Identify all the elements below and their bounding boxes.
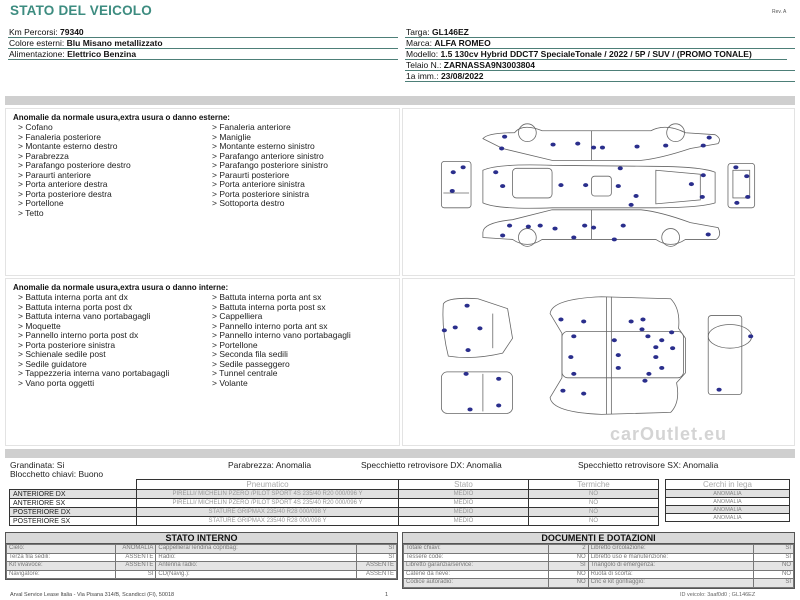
interior-state-title: STATO INTERNO [6, 533, 397, 544]
km-value: 79340 [60, 27, 84, 37]
check-label: Cric e kit gonfiaggio: [588, 579, 753, 588]
plate-value: GL146EZ [432, 27, 469, 37]
exterior-diagram [402, 108, 795, 276]
check-value: NO [548, 553, 588, 562]
tyre-position: POSTERIORE DX [10, 508, 137, 517]
damage-marker[interactable] [538, 224, 543, 228]
exterior-damage-item: > Cofano [18, 122, 53, 132]
interior-damage-item: > Battuta interna porta ant dx [18, 292, 128, 302]
check-label: Catene da neve: [404, 570, 549, 579]
damage-marker[interactable] [507, 224, 512, 228]
interior-state-box [5, 532, 398, 580]
check-label: Ruota di scorta: [588, 570, 753, 579]
check-value: ASSENTE [116, 562, 156, 571]
damage-marker[interactable] [450, 189, 455, 193]
damage-marker[interactable] [583, 183, 588, 187]
check-value: ANOMALIA [116, 545, 156, 554]
damage-marker[interactable] [701, 144, 706, 148]
damage-marker[interactable] [571, 334, 576, 338]
damage-marker[interactable] [616, 366, 621, 370]
check-row [404, 545, 794, 554]
fuel-row [8, 49, 398, 60]
check-row [7, 545, 397, 554]
mirror-dx-status: Specchietto retrovisore DX: Anomalia [361, 460, 502, 470]
car-side-right-outline [483, 210, 720, 247]
check-value: 2 [548, 545, 588, 554]
check-value: NO [754, 562, 794, 571]
interior-diagram [402, 278, 795, 446]
damage-marker[interactable] [670, 346, 675, 350]
key-block-status: Blocchetto chiavi: Buono [10, 469, 104, 479]
check-value: SI [754, 545, 794, 554]
damage-marker[interactable] [701, 173, 706, 177]
check-value: ASSENTE [357, 562, 397, 571]
damage-marker[interactable] [496, 377, 501, 381]
tyre-row [10, 508, 659, 517]
interior-damage-item: > Cappelliera [212, 311, 263, 321]
tyres-table [9, 479, 659, 526]
damage-marker[interactable] [581, 320, 586, 324]
check-label: Antenna radio: [156, 562, 357, 571]
documents-box [402, 532, 795, 589]
car-rear-outline [728, 163, 755, 207]
tyre-winter: NO [529, 517, 659, 526]
interior-damage-item: > Battuta interna vano portabagagli [18, 311, 151, 321]
vehicle-info-right [405, 27, 795, 82]
rim-row [666, 498, 790, 506]
section-divider-2 [5, 449, 795, 458]
tyre-state: MEDIO [399, 517, 529, 526]
damage-marker[interactable] [633, 194, 638, 198]
interior-damage-item: > Porta posteriore sinistra [18, 339, 116, 350]
rim-state: ANOMALIA [666, 490, 790, 498]
interior-damage-item: > Battuta interna porta post dx [18, 301, 133, 312]
damage-marker[interactable] [461, 165, 466, 169]
color-label: Colore esterni: [9, 38, 67, 48]
damage-marker[interactable] [639, 327, 644, 331]
damage-marker[interactable] [464, 372, 469, 376]
tyre-state: MEDIO [399, 490, 529, 499]
damage-marker[interactable] [571, 372, 576, 376]
damage-marker[interactable] [500, 184, 505, 188]
check-value: SI [116, 570, 156, 579]
check-label: Radio: [156, 553, 357, 562]
rim-state: ANOMALIA [666, 514, 790, 522]
registration-label: 1a imm.: [406, 71, 441, 81]
damage-marker[interactable] [612, 338, 617, 342]
tyre-position: ANTERIORE SX [10, 499, 137, 508]
damage-marker[interactable] [453, 325, 458, 329]
damage-marker[interactable] [640, 318, 645, 322]
model-label: Modello: [406, 49, 441, 59]
check-row [404, 570, 794, 579]
interior-damage-item: > Schienale sedile post [18, 349, 106, 359]
damage-marker[interactable] [500, 234, 505, 238]
damage-marker[interactable] [734, 201, 739, 205]
dashboard-outline [708, 316, 751, 395]
check-value: SI [357, 553, 397, 562]
mirror-sx-status: Specchietto retrovisore SX: Anomalia [578, 460, 719, 470]
exterior-col-2 [212, 123, 328, 218]
interior-damage-item: > Vano porta oggetti [18, 377, 95, 388]
damage-marker[interactable] [550, 143, 555, 147]
interior-col-2 [212, 293, 351, 388]
damage-marker[interactable] [653, 345, 658, 349]
check-value: ASSENTE [116, 553, 156, 562]
rim-state: ANOMALIA [666, 506, 790, 514]
damage-marker[interactable] [629, 320, 634, 324]
check-label: Tessere code: [404, 553, 549, 562]
exterior-damage-item: > Tetto [18, 207, 44, 218]
hail-status: Grandinata: Si [10, 460, 65, 470]
check-row [7, 562, 397, 571]
model-value: 1.5 130cv Hybrid DDCT7 SpecialeTonale / 2022 / 5P / SUV / (PROMO TONALE) [440, 49, 752, 59]
exterior-damage-item: > Montante esterno sinistro [212, 141, 315, 151]
check-row [404, 579, 794, 588]
interior-damage-item: > Pannello interno vano portabagagli [212, 330, 351, 340]
damage-marker[interactable] [659, 338, 664, 342]
damage-marker[interactable] [600, 146, 605, 150]
interior-damage-item: > Tappezzeria interna vano portabagagli [18, 368, 170, 378]
damage-marker[interactable] [669, 330, 674, 334]
exterior-damage-item: > Porta anteriore sinistra [212, 179, 305, 189]
exterior-damage-item: > Montante esterno destro [18, 141, 118, 151]
check-label: Libretto garanzia/service: [404, 562, 549, 571]
interior-damage-item: > Sedile guidatore [18, 358, 87, 369]
vin-row [405, 60, 795, 71]
vin-label: Telaio N.: [406, 60, 444, 70]
header-pneumatico: Pneumatico [137, 480, 399, 490]
damage-marker[interactable] [467, 407, 472, 411]
check-value: NO [548, 579, 588, 588]
exterior-damage-item: > Parafango posteriore sinistro [212, 160, 328, 170]
plate-label: Targa: [406, 27, 432, 37]
check-label: Codice autoradio: [404, 579, 549, 588]
exterior-damage-item: > Parafango posteriore destro [18, 160, 131, 170]
exterior-damage-item: > Parabrezza [18, 150, 69, 161]
check-value: SI [754, 579, 794, 588]
damage-marker[interactable] [642, 379, 647, 383]
check-label: Terza fila sedili: [7, 553, 116, 562]
exterior-damage-item: > Paraurti posteriore [212, 169, 290, 180]
check-row [404, 553, 794, 562]
exterior-damage-item: > Sottoporta destro [212, 198, 285, 208]
check-label: CD(Navig.): [156, 570, 357, 579]
rim-row [666, 506, 790, 514]
check-value: ASSENTE [357, 570, 397, 579]
color-row [8, 38, 398, 49]
damage-marker[interactable] [717, 388, 722, 392]
exterior-damage-item: > Paraurti anteriore [18, 169, 91, 180]
damage-marker[interactable] [558, 183, 563, 187]
registration-value: 23/08/2022 [440, 71, 484, 81]
damage-marker[interactable] [493, 170, 498, 174]
exterior-damage-item: > Fanaleria posteriore [18, 131, 101, 142]
tyre-winter: NO [529, 508, 659, 517]
exterior-damage-item: > Porta anteriore destra [18, 179, 108, 189]
exterior-damage-list [5, 108, 400, 276]
exterior-damage-item: > Fanaleria anteriore [212, 122, 291, 132]
damage-marker[interactable] [552, 227, 557, 231]
damage-marker[interactable] [465, 348, 470, 352]
damage-marker[interactable] [653, 355, 658, 359]
damage-marker[interactable] [558, 318, 563, 322]
tyre-model: STATURE GRIPMAX 235/40 R28 000/098 Y [137, 517, 399, 526]
check-value: NO [754, 570, 794, 579]
rims-table [665, 479, 790, 522]
tyre-state: MEDIO [399, 508, 529, 517]
header-termiche: Termiche [529, 480, 659, 490]
damage-marker[interactable] [496, 404, 501, 408]
damage-marker[interactable] [581, 392, 586, 396]
damage-marker[interactable] [748, 334, 753, 338]
documents-title: DOCUMENTI E DOTAZIONI [403, 533, 794, 544]
damage-marker[interactable] [706, 233, 711, 237]
interior-damage-item: > Moquette [18, 320, 61, 331]
exterior-damage-item: > Maniglie [212, 131, 251, 142]
footer-address: Arval Service Lease Italia - Via Pisana 314/B, Scandicci (FI), 50018 [10, 592, 175, 598]
km-label: Km Percorsi: [9, 27, 61, 37]
check-value: NO [548, 570, 588, 579]
brand-row [405, 38, 795, 49]
check-value: SI [754, 553, 794, 562]
damage-marker[interactable] [560, 389, 565, 393]
damage-marker[interactable] [634, 145, 639, 149]
damage-marker[interactable] [618, 166, 623, 170]
car-top-outline [483, 165, 715, 208]
revision-label: Rev. A [772, 9, 787, 15]
damage-marker[interactable] [616, 353, 621, 357]
vehicle-info-left [8, 27, 398, 60]
model-row [405, 49, 787, 60]
plate-row [405, 27, 795, 38]
check-label: Totale chiavi: [404, 545, 549, 554]
check-row [7, 570, 397, 579]
damage-marker[interactable] [745, 195, 750, 199]
damage-marker[interactable] [700, 195, 705, 199]
rim-row [666, 514, 790, 522]
damage-marker[interactable] [575, 142, 580, 146]
damage-marker[interactable] [707, 136, 712, 140]
km-row [8, 27, 398, 38]
tyre-winter: NO [529, 490, 659, 499]
exterior-damage-item: > Parafango anteriore sinistro [212, 150, 324, 161]
check-row [404, 562, 794, 571]
interior-damage-item: > Pannello interno porta post dx [18, 330, 139, 340]
fuel-label: Alimentazione: [9, 49, 68, 59]
damage-marker[interactable] [645, 334, 650, 338]
watermark-logo: carOutlet.eu [610, 424, 728, 444]
damage-marker[interactable] [442, 328, 447, 332]
check-label: Navigatore: [7, 570, 116, 579]
interior-damage-list [5, 278, 400, 446]
tyre-state: MEDIO [399, 499, 529, 508]
exterior-car-diagram [403, 109, 796, 277]
interior-damage-item: > Battuta interna porta ant sx [212, 292, 322, 302]
check-label: Libretto uso e manutenzione: [588, 553, 753, 562]
exterior-title: Anomalie da normale usura,extra usura o danno esterne: [13, 113, 230, 122]
damage-marker[interactable] [502, 135, 507, 139]
damage-marker[interactable] [582, 224, 587, 228]
check-label: Cappelliera/Tendina copribag: [156, 545, 357, 554]
interior-damage-item: > Pannello interno porta ant sx [212, 320, 328, 331]
damage-marker[interactable] [568, 355, 573, 359]
interior-damage-item: > Battuta interna porta post sx [212, 301, 326, 312]
header-stato: Stato [399, 480, 529, 490]
damage-marker[interactable] [591, 146, 596, 150]
rim-row [666, 490, 790, 498]
tyre-row [10, 517, 659, 526]
document-id: ID veicolo: 3aaf0d0 ; GL146EZ [680, 592, 756, 598]
check-label: Kit vivavoce: [7, 562, 116, 571]
damage-marker[interactable] [689, 182, 694, 186]
car-side-left-outline [483, 124, 720, 161]
damage-marker[interactable] [744, 174, 749, 178]
tyre-model: PIRELLI/ MICHELIN PZERO /PILOT SPORT 4S 235/40 R20 000/096 Y [137, 499, 399, 508]
damage-marker[interactable] [616, 184, 621, 188]
damage-marker[interactable] [591, 226, 596, 230]
check-label: Cielo: [7, 545, 116, 554]
tyre-position: POSTERIORE SX [10, 517, 137, 526]
damage-marker[interactable] [663, 144, 668, 148]
rim-state: ANOMALIA [666, 498, 790, 506]
damage-marker[interactable] [571, 235, 576, 239]
vin-value: ZARNASSA9N3003804 [443, 60, 535, 70]
header-cerchi: Cerchi in lega [666, 480, 790, 490]
damage-marker[interactable] [499, 147, 504, 151]
tyre-row [10, 490, 659, 499]
interior-damage-item: > Sedile passeggero [212, 358, 290, 369]
tyre-row [10, 499, 659, 508]
damage-marker[interactable] [629, 203, 634, 207]
damage-marker[interactable] [733, 165, 738, 169]
trunk-outline [441, 372, 512, 414]
damage-marker[interactable] [526, 225, 531, 229]
color-value: Blu Misano metallizzato [66, 38, 163, 48]
tyres-header [10, 480, 659, 490]
exterior-damage-item: > Porta posteriore sinistra [212, 188, 310, 199]
damage-marker[interactable] [621, 224, 626, 228]
page-title: STATO DEL VEICOLO [10, 3, 152, 18]
interior-title: Anomalie da normale usura,extra usura o danno interne: [13, 283, 229, 292]
check-value: SI [548, 562, 588, 571]
tyre-model: STATURE GRIPMAX 235/40 R28 000/098 Y [137, 508, 399, 517]
exterior-damage-item: > Porta posteriore destra [18, 188, 112, 199]
tyre-model: PIRELLI/ MICHELIN PZERO /PILOT SPORT 4S 235/40 R20 000/096 Y [137, 490, 399, 499]
check-label: Triangolo di emergenza: [588, 562, 753, 571]
check-label: Libretto circolazione: [588, 545, 753, 554]
damage-marker[interactable] [465, 304, 470, 308]
check-row [7, 553, 397, 562]
interior-car-diagram [403, 279, 796, 447]
interior-damage-item: > Volante [212, 377, 248, 388]
car-front-outline [441, 161, 471, 207]
damage-marker[interactable] [451, 170, 456, 174]
registration-row [405, 71, 795, 82]
interior-damage-item: > Tunnel centrale [212, 368, 278, 378]
brand-value: ALFA ROMEO [434, 38, 491, 48]
page-number: 1 [385, 592, 389, 598]
tyre-winter: NO [529, 499, 659, 508]
interior-damage-item: > Seconda fila sedili [212, 349, 288, 359]
tyre-position: ANTERIORE DX [10, 490, 137, 499]
windshield-status: Parabrezza: Anomalia [228, 460, 312, 470]
check-value: SI [357, 545, 397, 554]
brand-label: Marca: [406, 38, 435, 48]
interior-col-1 [18, 293, 212, 388]
fuel-value: Elettrico Benzina [67, 49, 137, 59]
damage-marker[interactable] [659, 366, 664, 370]
damage-marker[interactable] [646, 372, 651, 376]
damage-marker[interactable] [612, 237, 617, 241]
damage-marker[interactable] [477, 326, 482, 330]
interior-damage-item: > Portellone [212, 339, 258, 350]
section-divider [5, 96, 795, 105]
exterior-damage-item: > Portellone [18, 198, 64, 208]
exterior-col-1 [18, 123, 212, 218]
